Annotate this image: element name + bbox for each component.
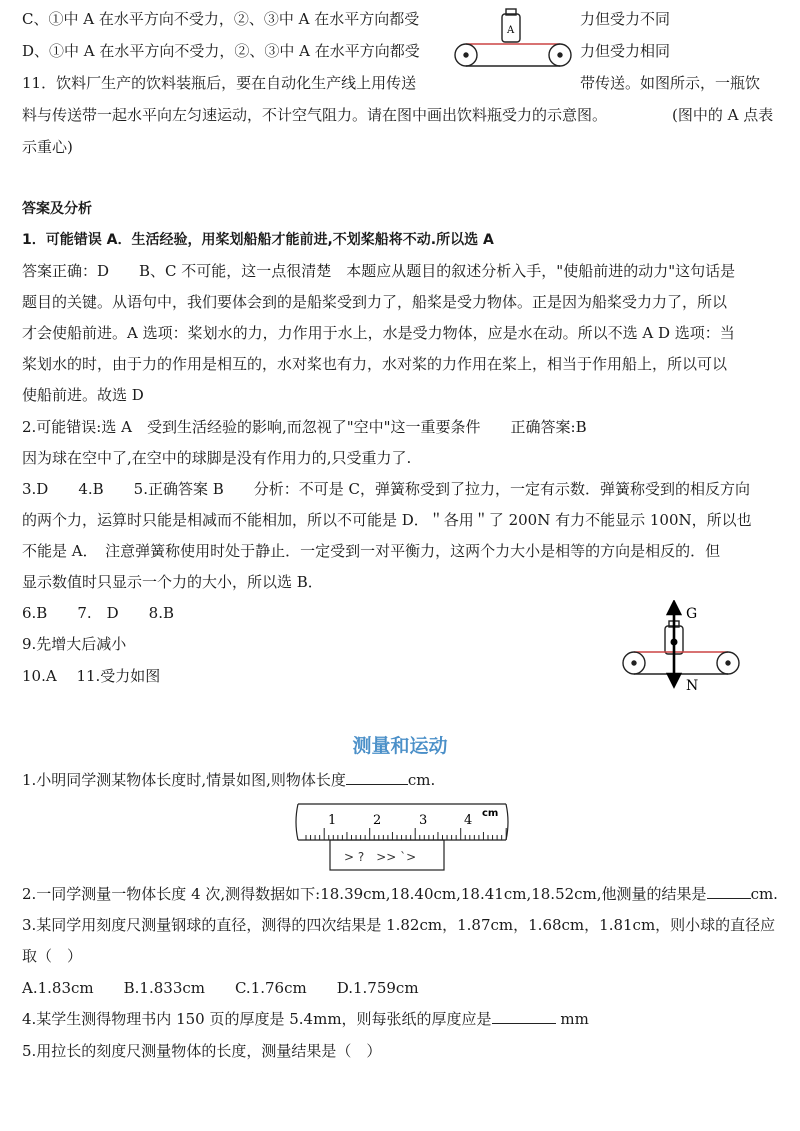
ruler-tick-label-1: 1 [328,813,337,828]
question-m3-options: A.1.83cm B.1.833cm C.1.76cm D.1.759cm [22,979,419,997]
question-11-line2: 料与传送带一起水平向左匀速运动，不计空气阻力。请在图中画出饮料瓶受力的示意图。 [22,106,608,124]
question-m2-unit: cm. [750,885,778,903]
answer-1-line5: 桨划水的时，由于力的作用是相互的，水对桨也有力，水对桨的力作用在桨上，相当于作用船上，所以可以 [22,355,728,373]
question-m4-unit: mm [560,1010,589,1028]
question-m1-text: 1.小明同学测某物体长度时,情景如图,则物体长度 [22,771,346,789]
answer-10-11: 10.A 11.受力如图 [22,667,161,685]
question-11-line2-right: (图中的 A 点表 [672,106,774,124]
question-m4 [22,1008,589,1030]
force-g-label: G [686,606,698,622]
question-m4-text: 4.某学生测得物理书内 150 页的厚度是 5.4mm，则每张纸的厚度应是 [22,1010,492,1028]
answer-3-line1: 3.D 4.B 5.正确答案 B 分析：不可是 C，弹簧称受到了拉力，一定有示数．弹簧称受到的相反方向 [22,480,751,498]
center-of-gravity-dot [671,639,678,646]
question-m1-unit: cm. [407,771,436,789]
question-11-line1-right: 带传送。如图所示，一瓶饮 [580,74,761,92]
answer-blank[interactable] [346,770,408,785]
force-n-label: N [686,678,699,694]
force-diagram-figure [618,600,744,696]
answer-1-line1: 1．可能错误 A．生活经验，用桨划船船才能前进,不划桨船将不动.所以选 A [22,232,494,248]
ruler-tick-label-3: 3 [419,813,428,828]
gravity-arrowhead [668,602,680,614]
question-m2-text: 2.一同学测量一物体长度 4 次,测得数据如下:18.39cm,18.40cm,18.41cm,18.52cm,他测量的结果是 [22,885,707,903]
answer-blank[interactable] [492,1009,556,1024]
object-texture: > ? >> `> [344,850,417,864]
question-11-line3: 示重心) [22,138,73,156]
answer-3-line4: 显示数值时只显示一个力的大小，所以选 B． [22,573,323,591]
question-m5: 5.用拉长的刻度尺测量物体的长度，测量结果是（ ） [22,1042,382,1060]
answer-3-line3: 不能是 A． 注意弹簧称使用时处于静止．一定受到一对平衡力，这两个力大小是相等的方向是相反的．但 [22,542,721,560]
answer-3-line2: 的两个力，运算时只能是相减而不能相加，所以不可能是 D．＂各用＂了 200N 有力不能显示 100N，所以也 [22,511,752,529]
question-m3-line1: 3.某同学用刻度尺测量钢球的直径，测得的四次结果是 1.82cm，1.87cm，1.68cm，1.81cm，则小球的直径应 [22,916,776,934]
answer-1-line2: 答案正确：D B、C 不可能，这一点很清楚 本题应从题目的叙述分析入手，"使船前进的动力"这句话是 [22,262,736,280]
option-d-text: D、①中 A 在水平方向不受力，②、③中 A 在水平方向都受 [22,42,420,60]
answer-6-8: 6.B 7. D 8.B [22,604,175,622]
answer-blank[interactable] [707,884,751,899]
option-c-right: 力但受力不同 [580,10,671,28]
answer-1-line6: 使船前进。故选 D [22,386,144,404]
ruler-tick-label-2: 2 [373,813,382,828]
answers-heading: 答案及分析 [22,201,92,217]
answer-9: 9.先增大后减小 [22,635,127,653]
ruler-unit-label: cm [482,808,499,819]
bottle-center-label: A [507,25,515,36]
answer-1-line3: 题目的关键。从语句中，我们要体会到的是船桨受到力了，船桨是受力物体。正是因为船桨受力力了，所以 [22,293,728,311]
question-m3-line2: 取（ ） [22,947,83,965]
question-m2 [22,883,778,905]
question-11-line1: 11．饮料厂生产的饮料装瓶后，要在自动化生产线上用传送 [22,74,417,92]
answer-1-line4: 才会使船前进。A 选项：桨划水的力，力作用于水上，水是受力物体，应是水在动。所以不选 A D 选项：当 [22,324,735,342]
option-c-text [22,8,419,30]
ruler-figure [292,800,512,874]
conveyor-belt-figure [452,6,574,72]
section-title: 测量和运动 [352,735,448,757]
question-m1 [22,769,435,791]
answer-2-line1: 2.可能错误:选 A 受到生活经验的影响,而忽视了"空中"这一重要条件 正确答案:B [22,418,587,436]
option-d-right: 力但受力相同 [580,42,671,60]
option-c-left: C、①中 A 在水平方向不受力，②、③中 A 在水平方向都受 [22,10,420,28]
normal-arrowhead [668,674,680,686]
answer-2-line2: 因为球在空中了,在空中的球脚是没有作用力的,只受重力了. [22,449,412,467]
ruler-tick-label-4: 4 [464,813,473,828]
